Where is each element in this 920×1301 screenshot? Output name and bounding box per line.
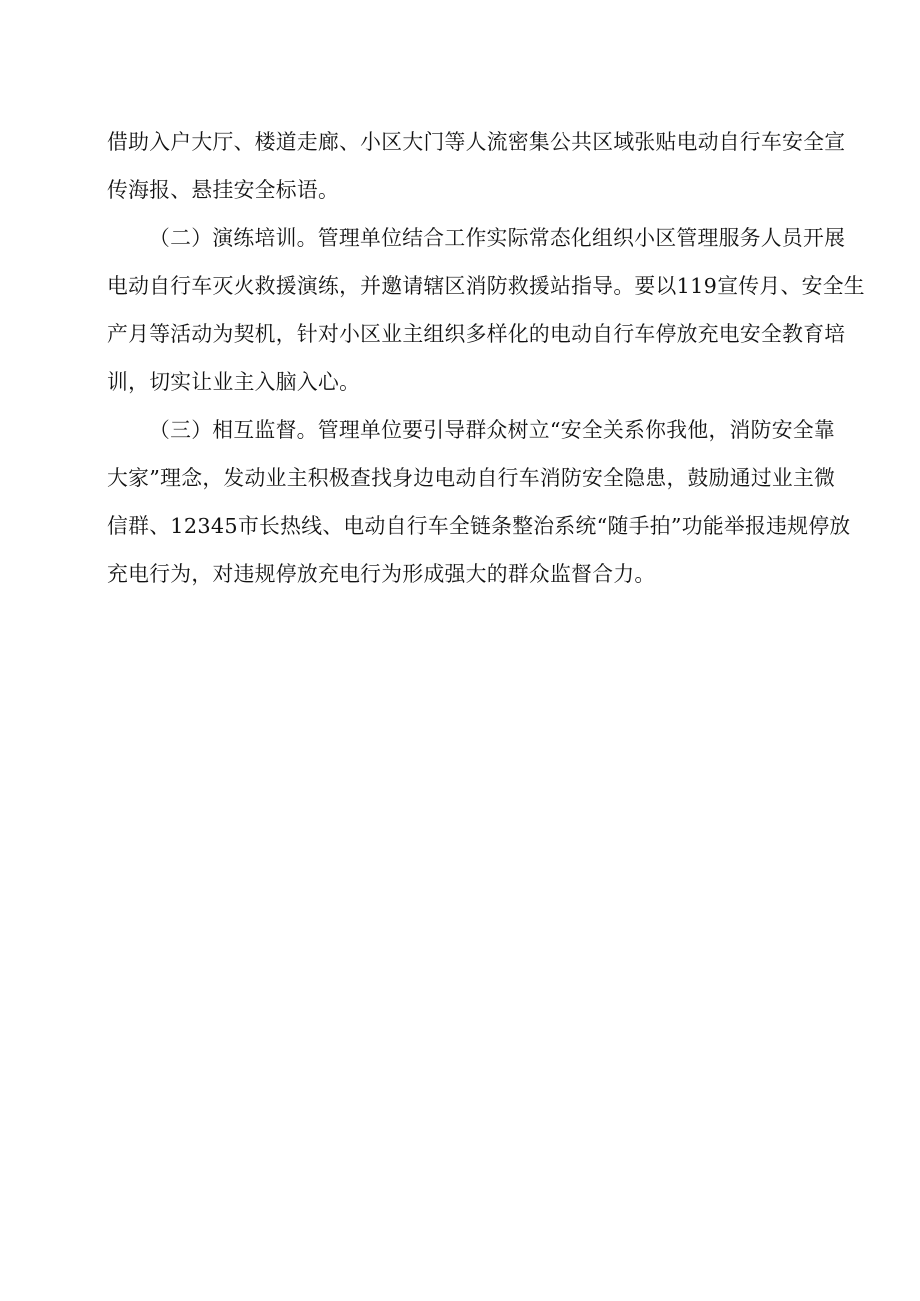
paragraph-line: 借助入户大厅、楼道走廊、小区大门等人流密集公共区域张贴电动自行车安全宣 xyxy=(107,130,846,154)
paragraph-mutual-supervision xyxy=(107,406,851,598)
paragraph-line: （二）演练培训。管理单位结合工作实际常态化组织小区管理服务人员开展 xyxy=(149,226,846,250)
paragraph-line: 充电行为，对违规停放充电行为形成强大的群众监督合力。 xyxy=(107,562,656,586)
paragraph-line: （三）相互监督。管理单位要引导群众树立“安全关系你我他，消防安全靠 xyxy=(149,418,836,442)
paragraph-line: 大家”理念，发动业主积极查找身边电动自行车消防安全隐患，鼓励通过业主微 xyxy=(107,466,836,490)
paragraph-line: 训，切实让业主入脑入心。 xyxy=(107,370,361,394)
paragraph-line: 产月等活动为契机，针对小区业主组织多样化的电动自行车停放充电安全教育培 xyxy=(107,322,846,346)
paragraph-drill-training xyxy=(107,214,865,406)
paragraph-intro-continued xyxy=(107,118,846,214)
paragraph-line: 传海报、悬挂安全标语。 xyxy=(107,178,340,202)
paragraph-line: 电动自行车灭火救援演练，并邀请辖区消防救援站指导。要以119宣传月、安全生 xyxy=(107,274,865,298)
paragraph-line: 信群、12345市长热线、电动自行车全链条整治系统“随手拍”功能举报违规停放 xyxy=(107,514,851,538)
document-body xyxy=(107,118,865,598)
